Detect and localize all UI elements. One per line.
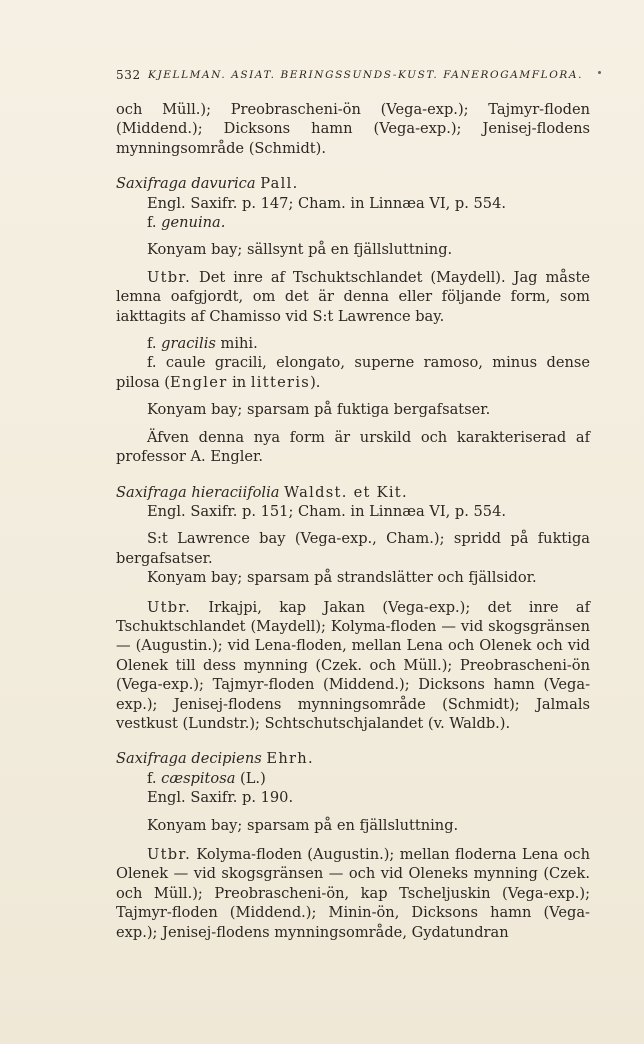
species-author: Pall. — [260, 175, 299, 193]
locality: Konyam bay; sparsam på fuktiga bergafsatser. — [147, 401, 491, 419]
species-heading — [116, 749, 590, 768]
print-mark — [598, 71, 601, 74]
forma-name: cæspitosa — [161, 769, 236, 787]
forma-line: f. genuina. — [147, 214, 226, 232]
species-author: Waldst. et Kit. — [284, 483, 408, 501]
locality: Konyam bay; sällsynt på en fjällsluttning. — [147, 241, 453, 259]
species-heading — [116, 483, 590, 502]
utbr-label: Utbr. — [147, 846, 192, 863]
running-title: KJELLMAN. ASIAT. BERINGSSUNDS-KUST. FANEROGAMFLORA. — [148, 69, 584, 81]
utbr-label: Utbr. — [147, 598, 192, 616]
page-number: 532 — [116, 68, 141, 82]
species-name: Saxifraga davurica — [116, 175, 256, 193]
species-name: Saxifraga hieraciifolia — [116, 483, 280, 501]
utbr-label: Utbr. — [147, 268, 192, 286]
note-paragraph: Äfven denna nya form är urskild och karakteriserad af professor A. Engler. — [116, 428, 590, 466]
forma-name: gracilis — [161, 335, 216, 353]
body-text — [116, 100, 590, 942]
distribution-paragraph: Utbr. Irkajpi, kap Jakan (Vega-exp.); det inre af Tschuktschlandet (Maydell); Kolyma-floden — vid skogsgränsen — (Augustin.); vid Lena-floden, mellan Lena och Olenek och vid Olenek till dess mynning (Czek. och Müll.); Preobrascheni-ön (Vega-exp.); Tajmyr-floden (Middend.); Dicksons hamn (Vega-exp.); Jenisej-flodens mynningsområde (Schmidt); Jalmals vestkust (Lundstr.); Schtschutschjalandet (v. Waldb.). — [116, 598, 591, 732]
running-header — [116, 68, 591, 84]
literature-reference: Engl. Saxifr. p. 147; Cham. in Linnæa VI, p. 554. — [147, 194, 507, 212]
diagnosis: f. caule gracili, elongato, superne ramoso, minus dense pilosa (Engler in litteris). — [116, 354, 590, 391]
species-name: Saxifraga decipiens — [116, 750, 262, 768]
species-author: Ehrh. — [266, 750, 314, 768]
paragraph-continuation: och Müll.); Preobrascheni-ön (Vega-exp.); Tajmyr-floden (Middend.); Dicksons hamn (Vega-exp.); Jenisej-flodens mynningsområde (Schmidt). — [116, 101, 590, 157]
distribution-paragraph: Utbr. Kolyma-floden (Augustin.); mellan floderna Lena och Olenek — vid skogsgränsen — och vid Oleneks mynning (Czek. och Müll.); Preobrascheni-ön, kap Tscheljuskin (Vega-exp.); Tajmyr-floden (Middend.); Minin-ön, Dicksons hamn (Vega-exp.); Jenisej-flodens mynningsområde, Gydatundran — [116, 846, 591, 941]
forma-name: genuina. — [161, 214, 226, 232]
locality: Konyam bay; sparsam på strandslätter och fjällsidor. — [147, 569, 537, 587]
forma-line: f. cæspitosa (L.) — [147, 769, 266, 787]
locality: Konyam bay; sparsam på en fjällsluttning. — [147, 816, 459, 834]
literature-reference: Engl. Saxifr. p. 151; Cham. in Linnæa VI, p. 554. — [147, 502, 507, 520]
locality: S:t Lawrence bay (Vega-exp., Cham.); spridd på fuktiga bergafsatser. — [116, 530, 590, 567]
literature-reference: Engl. Saxifr. p. 190. — [147, 789, 294, 807]
distribution-paragraph: Utbr. Det inre af Tschuktschlandet (Maydell). Jag måste lemna oafgjordt, om det är denna eller följande form, som iakttagits af Chamisso vid S:t Lawrence bay. — [116, 268, 591, 325]
species-heading — [116, 174, 590, 193]
forma-line: f. gracilis mihi. — [147, 335, 258, 353]
